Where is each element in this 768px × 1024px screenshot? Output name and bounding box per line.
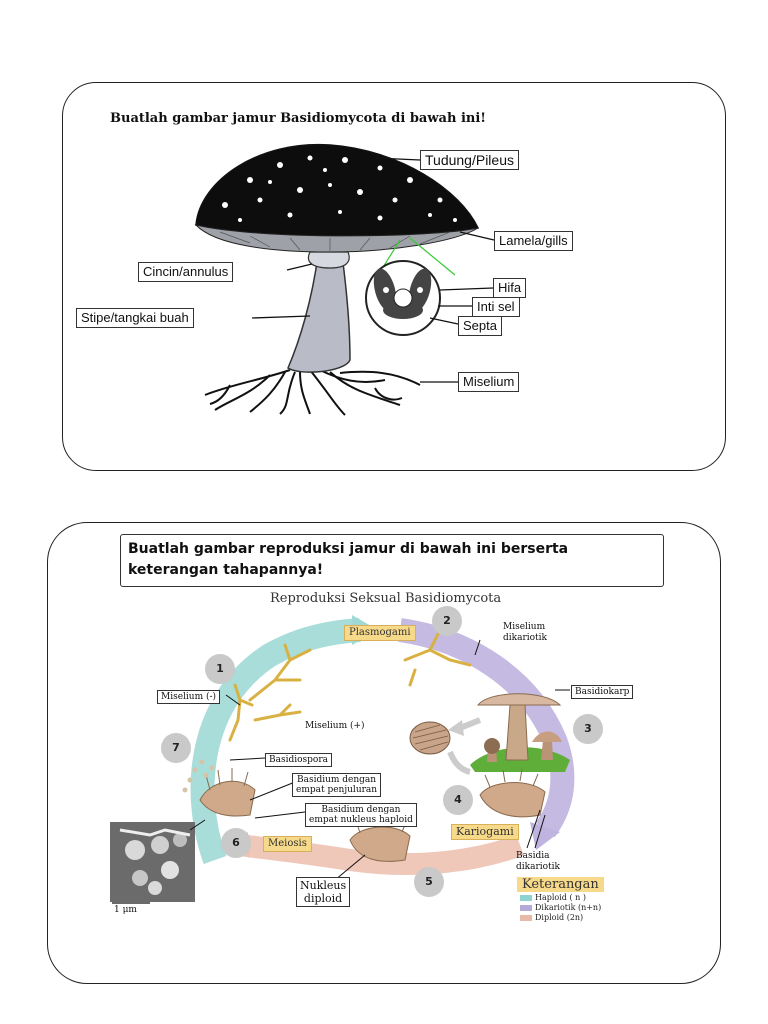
label-mycelium: Miselium bbox=[458, 372, 519, 392]
label-miselium-minus: Miselium (-) bbox=[157, 690, 220, 704]
label-stipe: Stipe/tangkai buah bbox=[76, 308, 194, 328]
label-pileus: Tudung/Pileus bbox=[420, 150, 519, 170]
label-nukleus-diploid-2: diploid bbox=[303, 892, 343, 905]
label-basidiokarp: Basidiokarp bbox=[571, 685, 633, 699]
scale-bar-label: 1 μm bbox=[114, 905, 137, 915]
label-basidium-4-projections-1: Basidium dengan bbox=[296, 775, 377, 785]
label-nukleus-diploid-1: Nukleus bbox=[300, 879, 347, 892]
label-basidiospora: Basidiospora bbox=[265, 753, 332, 767]
step-number-2: 2 bbox=[432, 606, 462, 636]
label-miselium-dikariotik-1: Miselium bbox=[503, 622, 546, 632]
anatomy-instruction: Buatlah gambar jamur Basidiomycota di bawah ini! bbox=[110, 111, 486, 126]
label-plasmogami: Plasmogami bbox=[344, 625, 416, 641]
label-basidium-4-nuclei-1: Basidium dengan bbox=[321, 805, 401, 815]
step-number-6: 6 bbox=[221, 828, 251, 858]
label-nukleus-diploid bbox=[296, 877, 350, 907]
label-meiosis: Meiosis bbox=[263, 836, 312, 852]
diagram-title: Reproduksi Seksual Basidiomycota bbox=[270, 591, 502, 606]
label-basidium-4-projections bbox=[292, 773, 381, 797]
legend-diploid-label: Diploid (2n) bbox=[535, 913, 584, 922]
label-basidium-4-projections-2: empat penjuluran bbox=[296, 785, 378, 795]
legend-swatch-haploid bbox=[520, 895, 532, 901]
label-basidium-4-nuclei bbox=[305, 803, 417, 827]
lamella-detail bbox=[410, 722, 450, 754]
reproduction-instruction-line2: keterangan tahapannya! bbox=[128, 562, 324, 578]
reproduction-instruction-line1: Buatlah gambar reproduksi jamur di bawah ini berserta bbox=[128, 541, 569, 557]
legend-haploid-label: Haploid ( n ) bbox=[535, 893, 586, 902]
legend-title: Keterangan bbox=[517, 877, 604, 892]
step-number-3: 3 bbox=[573, 714, 603, 744]
legend-swatch-dikaryotic bbox=[520, 905, 532, 911]
step-number-5: 5 bbox=[414, 867, 444, 897]
label-septa: Septa bbox=[458, 316, 502, 336]
step-number-7: 7 bbox=[161, 733, 191, 763]
label-lamella: Lamela/gills bbox=[494, 231, 573, 251]
step-number-4: 4 bbox=[443, 785, 473, 815]
label-basidium-4-nuclei-2: empat nukleus haploid bbox=[309, 815, 413, 825]
legend-dikaryotic-label: Dikariotik (n+n) bbox=[535, 903, 602, 912]
legend-haploid bbox=[520, 893, 586, 902]
micrograph bbox=[110, 822, 195, 902]
label-basidia-dikariotik-1: Basidia bbox=[516, 851, 550, 861]
label-basidia-dikariotik-2: dikariotik bbox=[516, 862, 561, 872]
label-miselium-plus: Miselium (+) bbox=[305, 721, 365, 731]
legend-dikaryotic bbox=[520, 903, 601, 912]
label-annulus: Cincin/annulus bbox=[138, 262, 233, 282]
label-nucleus: Inti sel bbox=[472, 297, 520, 317]
step-number-1: 1 bbox=[205, 654, 235, 684]
label-kariogami: Kariogami bbox=[451, 824, 519, 840]
basidia-right bbox=[480, 769, 545, 817]
label-hypha: Hifa bbox=[493, 278, 526, 298]
label-miselium-dikariotik-2: dikariotik bbox=[503, 633, 548, 643]
legend-diploid bbox=[520, 913, 583, 922]
legend-swatch-diploid bbox=[520, 915, 532, 921]
